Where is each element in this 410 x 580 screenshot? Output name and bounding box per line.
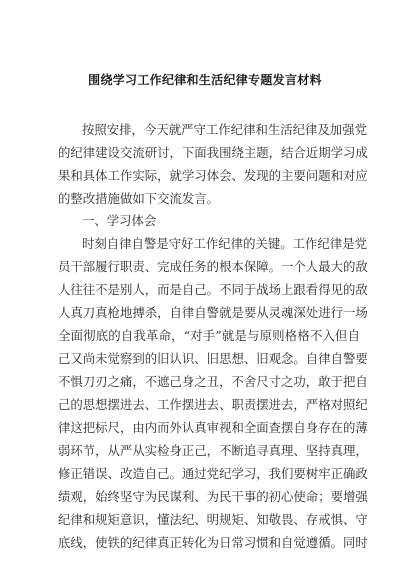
section-heading: 一、学习体会 [82, 213, 157, 228]
paragraph-line: 人往往不是别人，而是自己。不同于战场上跟看得见的敌 [58, 282, 368, 297]
paragraph-line: 按照安排，今天就严守工作纪律和生活纪律及加强党 [82, 122, 367, 137]
paragraph-line: 己又尚未觉察到的旧认识、旧思想、旧观念。自律自警要 [58, 351, 368, 366]
paragraph-line: 纪律和规矩意识，懂法纪、明规矩、知敬畏、存戒惧、守 [58, 512, 368, 527]
paragraph-line: 的纪律建设交流研讨，下面我围绕主题，结合近期学习成 [58, 145, 368, 160]
paragraph-line: 时刻自律自警是守好工作纪律的关键。工作纪律是党 [82, 236, 367, 251]
paragraph-line: 修正错误、改造自己。通过党纪学习，我们要树牢正确政 [58, 466, 368, 481]
paragraph-line: 果和具体工作实际，就学习体会、发现的主要问题和对应 [58, 168, 368, 183]
paragraph-line: 底线，使铁的纪律真正转化为日常习惯和自觉遵循。同时 [58, 535, 368, 550]
paragraph-line: 律这把标尺，由内而外认真审视和全面查摆自身存在的薄 [58, 420, 368, 435]
paragraph-line: 的整改措施做如下交流发言。 [58, 191, 220, 206]
paragraph-line: 弱环节，从严从实检身正己，不断追寻真理、坚持真理， [58, 443, 368, 458]
paragraph-line: 己的思想摆进去、工作摆进去、职责摆进去，严格对照纪 [58, 397, 368, 412]
document-title: 围绕学习工作纪律和生活纪律专题发言材料 [88, 73, 322, 87]
paragraph-line: 员干部履行职责、完成任务的根本保障。一个人最大的敌 [58, 259, 368, 274]
paragraph-line: 绩观，始终坚守为民谋利、为民干事的初心使命；要增强 [58, 489, 368, 504]
paragraph-line: 不惧刀刃之痛，不遮己身之丑，不舍尺寸之功，敢于把自 [58, 374, 368, 389]
paragraph-line: 全面彻底的自我革命，“对手”就是与原则格格不入但自 [58, 328, 360, 343]
paragraph-line: 人真刀真枪地搏杀，自律自警就是要从灵魂深处进行一场 [58, 305, 368, 320]
